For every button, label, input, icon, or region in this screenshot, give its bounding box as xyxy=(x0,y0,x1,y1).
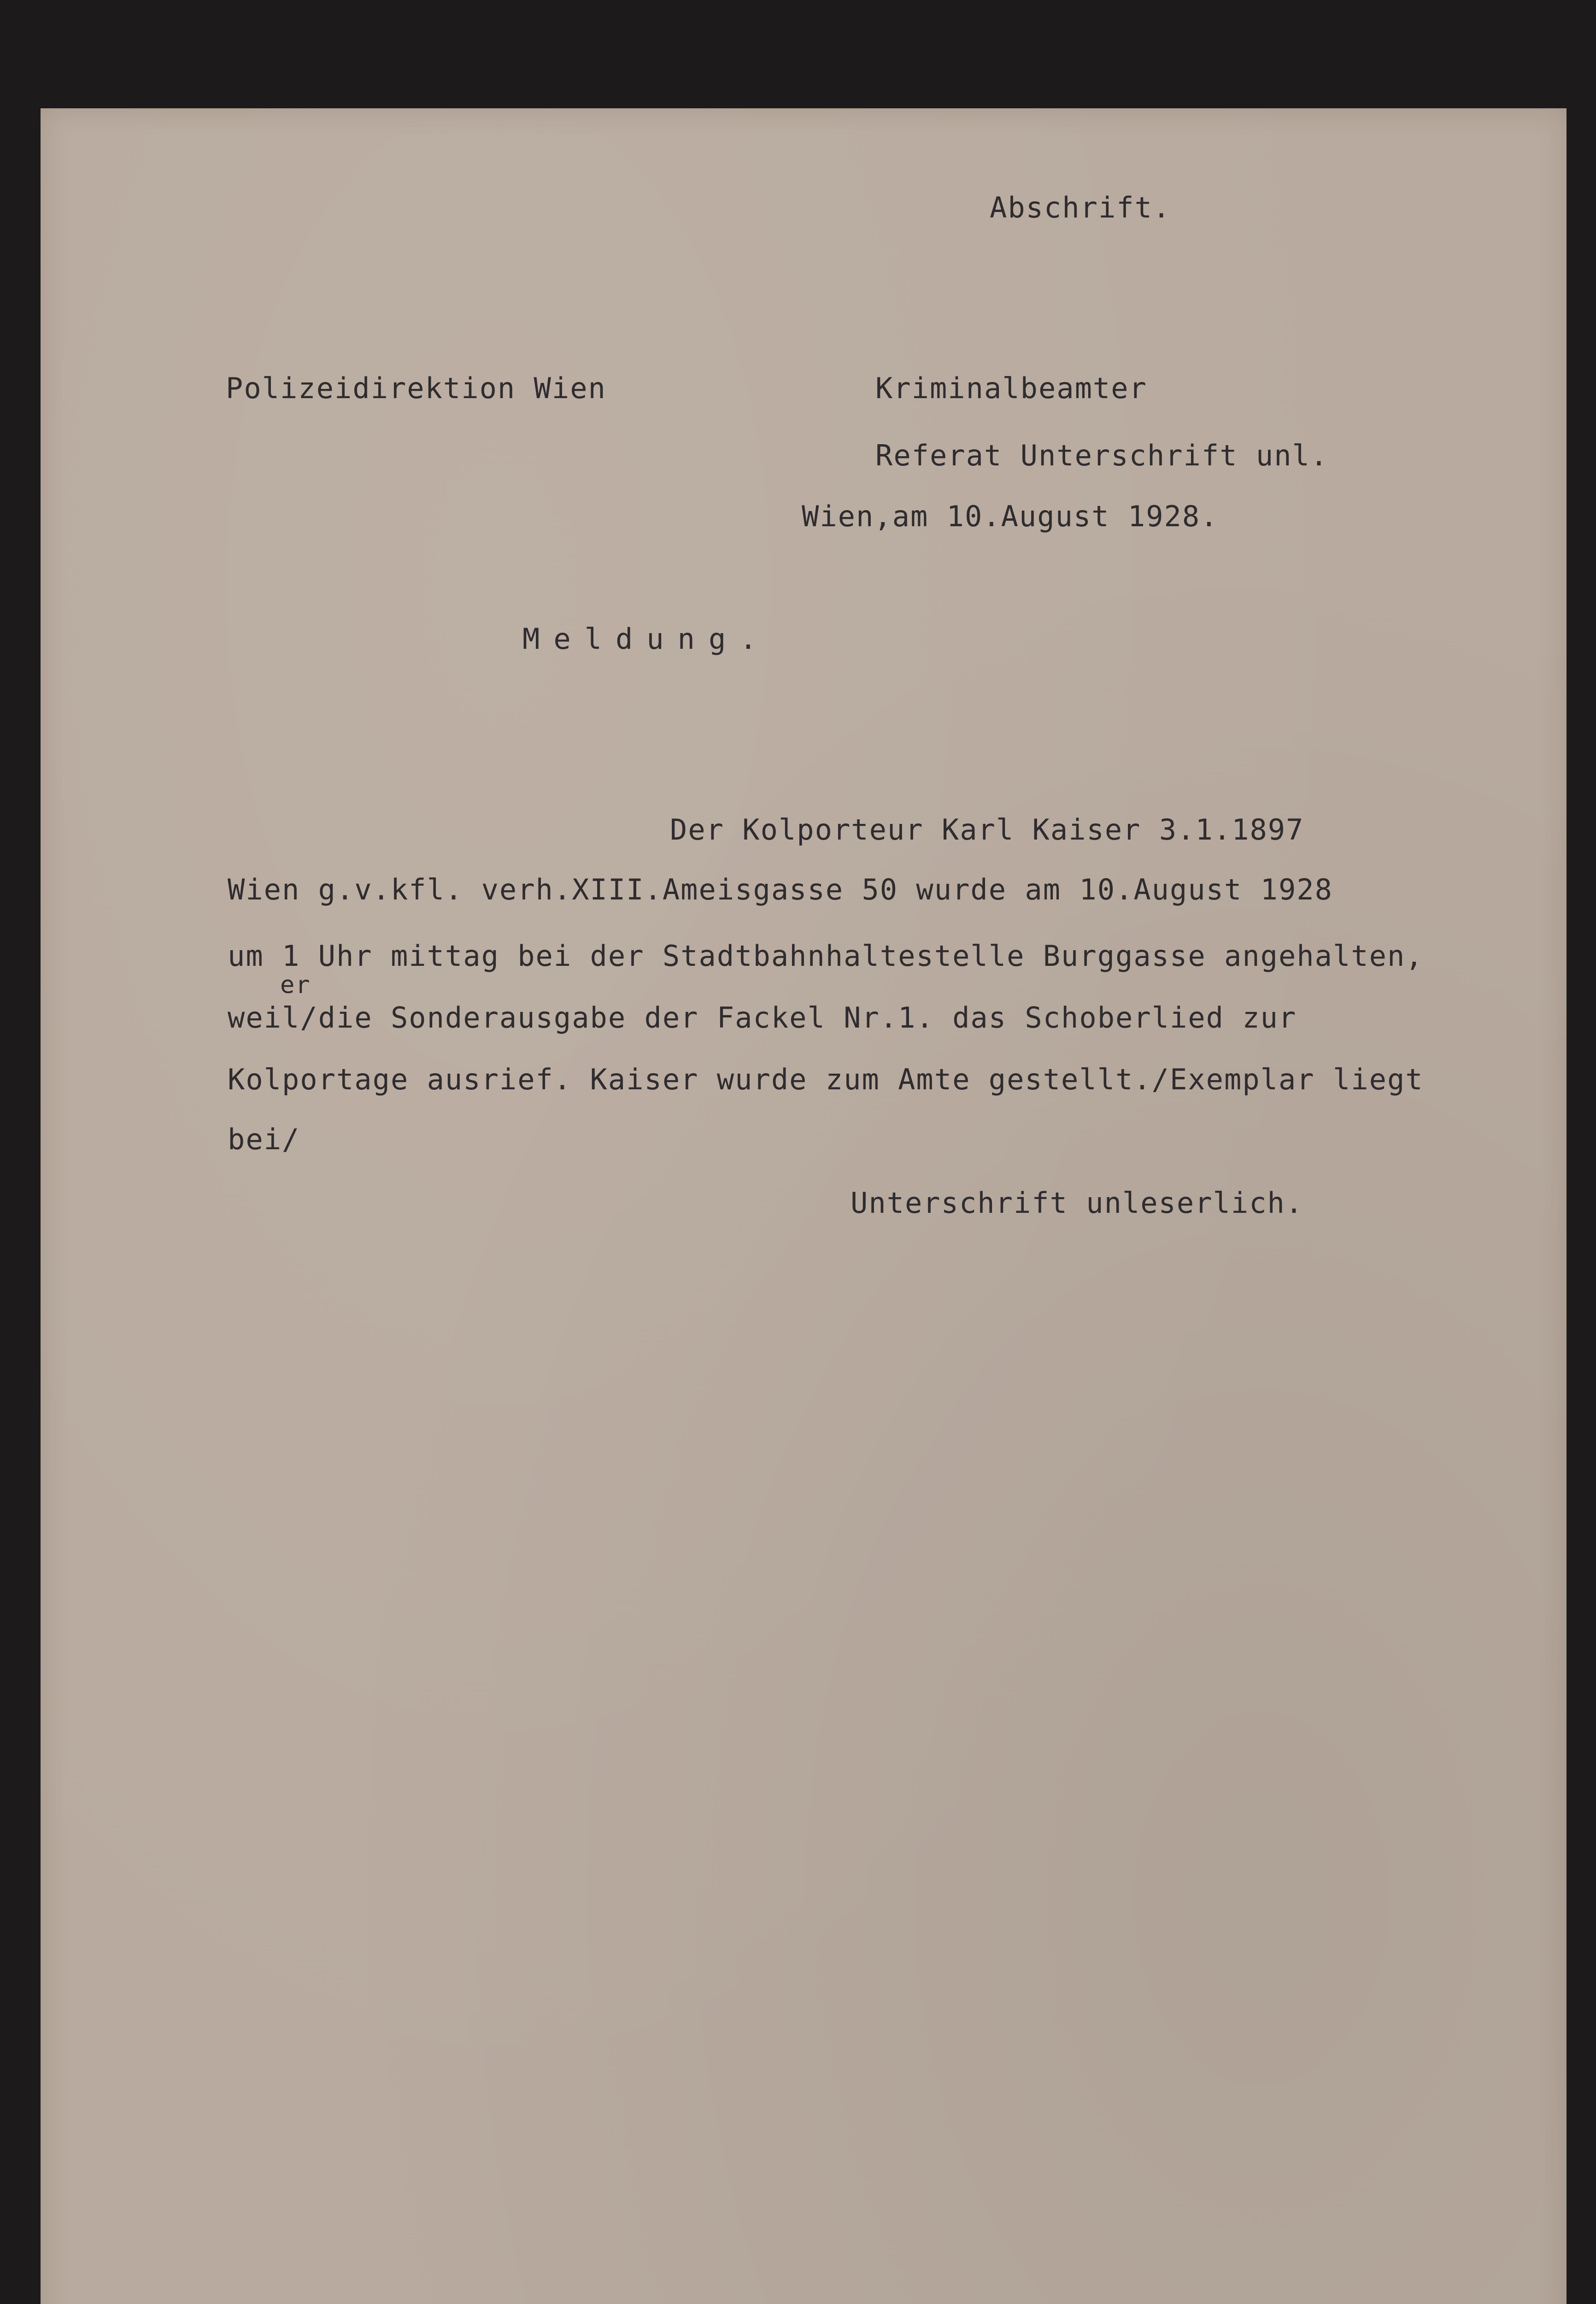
body-line: um 1 Uhr mittag bei der Stadtbahnhaltestelle Burggasse angehalten, xyxy=(228,939,1424,973)
body-line: Der Kolporteur Karl Kaiser 3.1.1897 xyxy=(670,813,1304,846)
body-line: weil/die Sonderausgabe der Fackel Nr.1. das Schoberlied zur xyxy=(228,1001,1297,1034)
document-page xyxy=(41,108,1567,2304)
copy-label: Abschrift. xyxy=(990,191,1171,224)
handwritten-insertion: er xyxy=(280,971,311,999)
body-line: Kolportage ausrief. Kaiser wurde zum Amte gestellt./Exemplar liegt xyxy=(228,1063,1424,1096)
document-title: Meldung. xyxy=(522,622,771,656)
signature-line: Unterschrift unleserlich. xyxy=(851,1186,1304,1220)
date-line: Wien,am 10.August 1928. xyxy=(802,500,1219,533)
body-line: bei/ xyxy=(228,1123,300,1156)
body-line: Wien g.v.kfl. verh.XIII.Ameisgasse 50 wurde am 10.August 1928 xyxy=(228,873,1333,906)
referat-line: Referat Unterschrift unl. xyxy=(875,439,1329,472)
officer-title: Kriminalbeamter xyxy=(875,371,1147,405)
office-name: Polizeidirektion Wien xyxy=(226,371,606,405)
